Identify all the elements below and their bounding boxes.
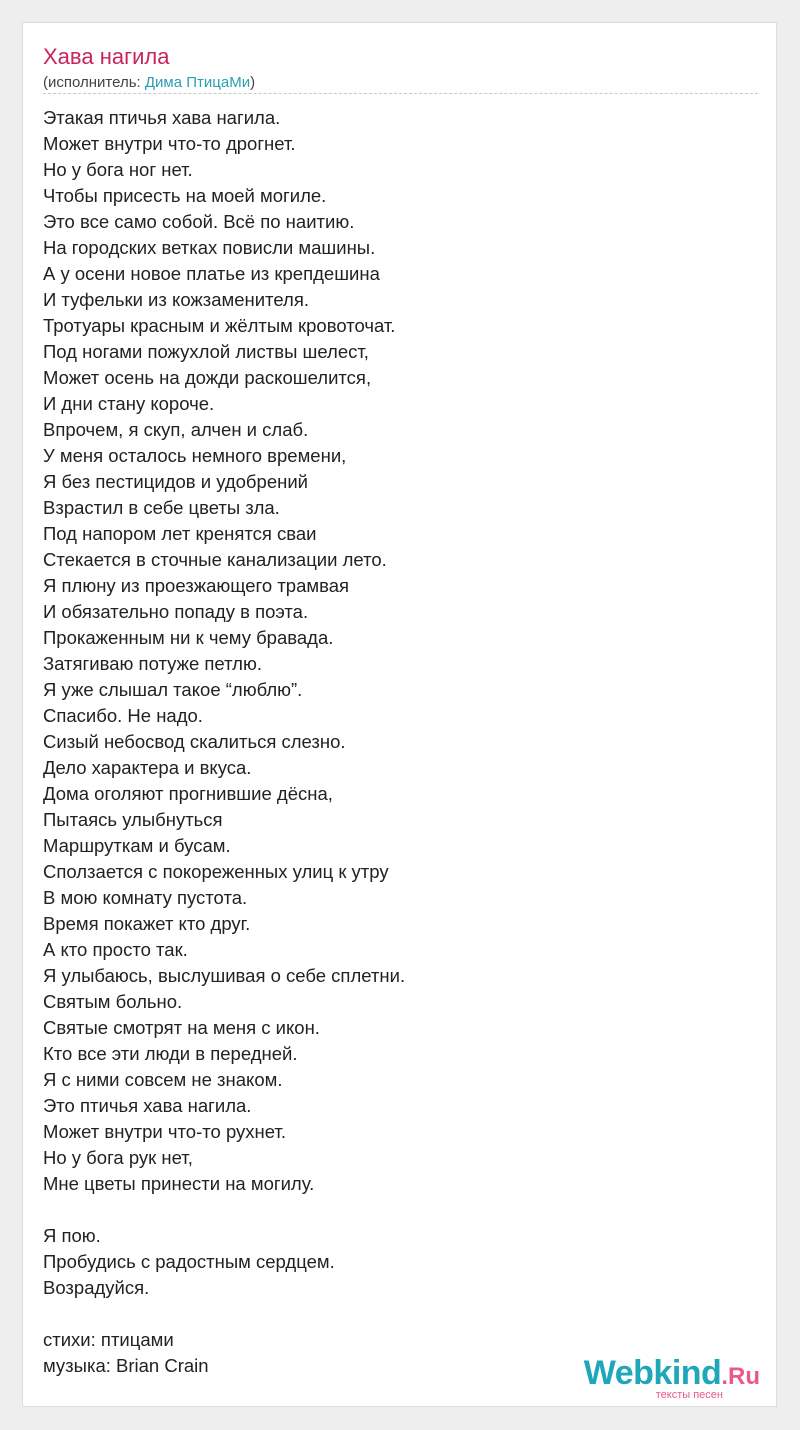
lyric-line: Может внутри что-то рухнет.: [43, 1121, 286, 1142]
lyric-line: Я плюну из проезжающего трамвая: [43, 575, 350, 596]
lyric-line: Взрастил в себе цветы зла.: [43, 497, 280, 518]
lyric-line: И дни стану короче.: [43, 393, 215, 414]
artist-link[interactable]: Дима ПтицаМи: [144, 74, 251, 91]
lyric-line: Это птичья хава нагила.: [43, 1095, 252, 1116]
lyric-line: Это все само собой. Всё по наитию.: [43, 211, 355, 232]
title-divider: [43, 93, 758, 94]
lyric-line: Может осень на дожди раскошелится,: [43, 367, 372, 388]
artist-prefix: (исполнитель:: [43, 74, 145, 91]
artist-byline: [43, 73, 255, 93]
lyric-line: А у осени новое платье из крепдешина: [43, 263, 380, 284]
lyric-line: Я с ними совсем не знаком.: [43, 1069, 283, 1090]
lyric-line: Мне цветы принести на могилу.: [43, 1173, 315, 1194]
lyric-line: Под ногами пожухлой листвы шелест,: [43, 341, 369, 362]
lyric-line: Под напором лет кренятся сваи: [43, 523, 317, 544]
lyric-line: Я улыбаюсь, выслушивая о себе сплетни.: [43, 965, 406, 986]
lyric-line: И туфельки из кожзаменителя.: [43, 289, 309, 310]
lyric-line: Дома оголяют прогнившие дёсна,: [43, 783, 333, 804]
lyric-line: Может внутри что-то дрогнет.: [43, 133, 296, 154]
lyrics-card: [22, 22, 777, 1407]
lyric-line: И обязательно попаду в поэта.: [43, 601, 309, 622]
lyric-line: В мою комнату пустота.: [43, 887, 248, 908]
lyric-line: Стекается в сточные канализации лето.: [43, 549, 387, 570]
lyric-line: Этакая птичья хава нагила.: [43, 107, 281, 128]
lyric-line: Спасибо. Не надо.: [43, 705, 203, 726]
lyric-line: Маршруткам и бусам.: [43, 835, 231, 856]
artist-suffix: ): [250, 74, 256, 91]
logo-suffix-text: .Ru: [721, 1363, 760, 1390]
lyric-line: Сползается с покореженных улиц к утру: [43, 861, 389, 882]
lyric-line: У меня осталось немного времени,: [43, 445, 347, 466]
logo-tagline: тексты песен: [655, 1389, 723, 1401]
lyric-line: Прокаженным ни к чему бравада.: [43, 627, 334, 648]
lyric-line: Тротуары красным и жёлтым кровоточат.: [43, 315, 396, 336]
lyric-line: Я пою.: [43, 1225, 101, 1246]
lyric-line: стихи: птицами: [43, 1329, 174, 1350]
lyric-line: А кто просто так.: [43, 939, 188, 960]
lyric-line: [43, 1197, 758, 1223]
logo-main-text: Webkind: [583, 1354, 722, 1392]
lyric-line: Дело характера и вкуса.: [43, 757, 252, 778]
lyric-line: Пытаясь улыбнуться: [43, 809, 223, 830]
lyric-line: [43, 1301, 758, 1327]
lyric-line: Святые смотрят на меня с икон.: [43, 1017, 320, 1038]
lyric-line: музыка: Brian Crain: [43, 1355, 209, 1376]
song-title: Хава нагила: [43, 44, 170, 69]
lyric-line: Время покажет кто друг.: [43, 913, 251, 934]
lyric-line: Я уже слышал такое “люблю”.: [43, 679, 303, 700]
lyric-line: Святым больно.: [43, 991, 183, 1012]
lyric-line: Но у бога рук нет,: [43, 1147, 193, 1168]
lyric-line: Сизый небосвод скалиться слезно.: [43, 731, 346, 752]
lyrics-text: [43, 105, 758, 1379]
lyric-line: Впрочем, я скуп, алчен и слаб.: [43, 419, 309, 440]
lyric-line: Но у бога ног нет.: [43, 159, 193, 180]
lyric-line: На городских ветках повисли машины.: [43, 237, 376, 258]
lyric-line: Пробудись с радостным сердцем.: [43, 1251, 335, 1272]
lyric-line: Я без пестицидов и удобрений: [43, 471, 308, 492]
lyric-line: Кто все эти люди в передней.: [43, 1043, 298, 1064]
lyric-line: Возрадуйся.: [43, 1277, 150, 1298]
site-logo[interactable]: [568, 1354, 768, 1404]
lyric-line: Чтобы присесть на моей могиле.: [43, 185, 327, 206]
lyric-line: Затягиваю потуже петлю.: [43, 653, 262, 674]
